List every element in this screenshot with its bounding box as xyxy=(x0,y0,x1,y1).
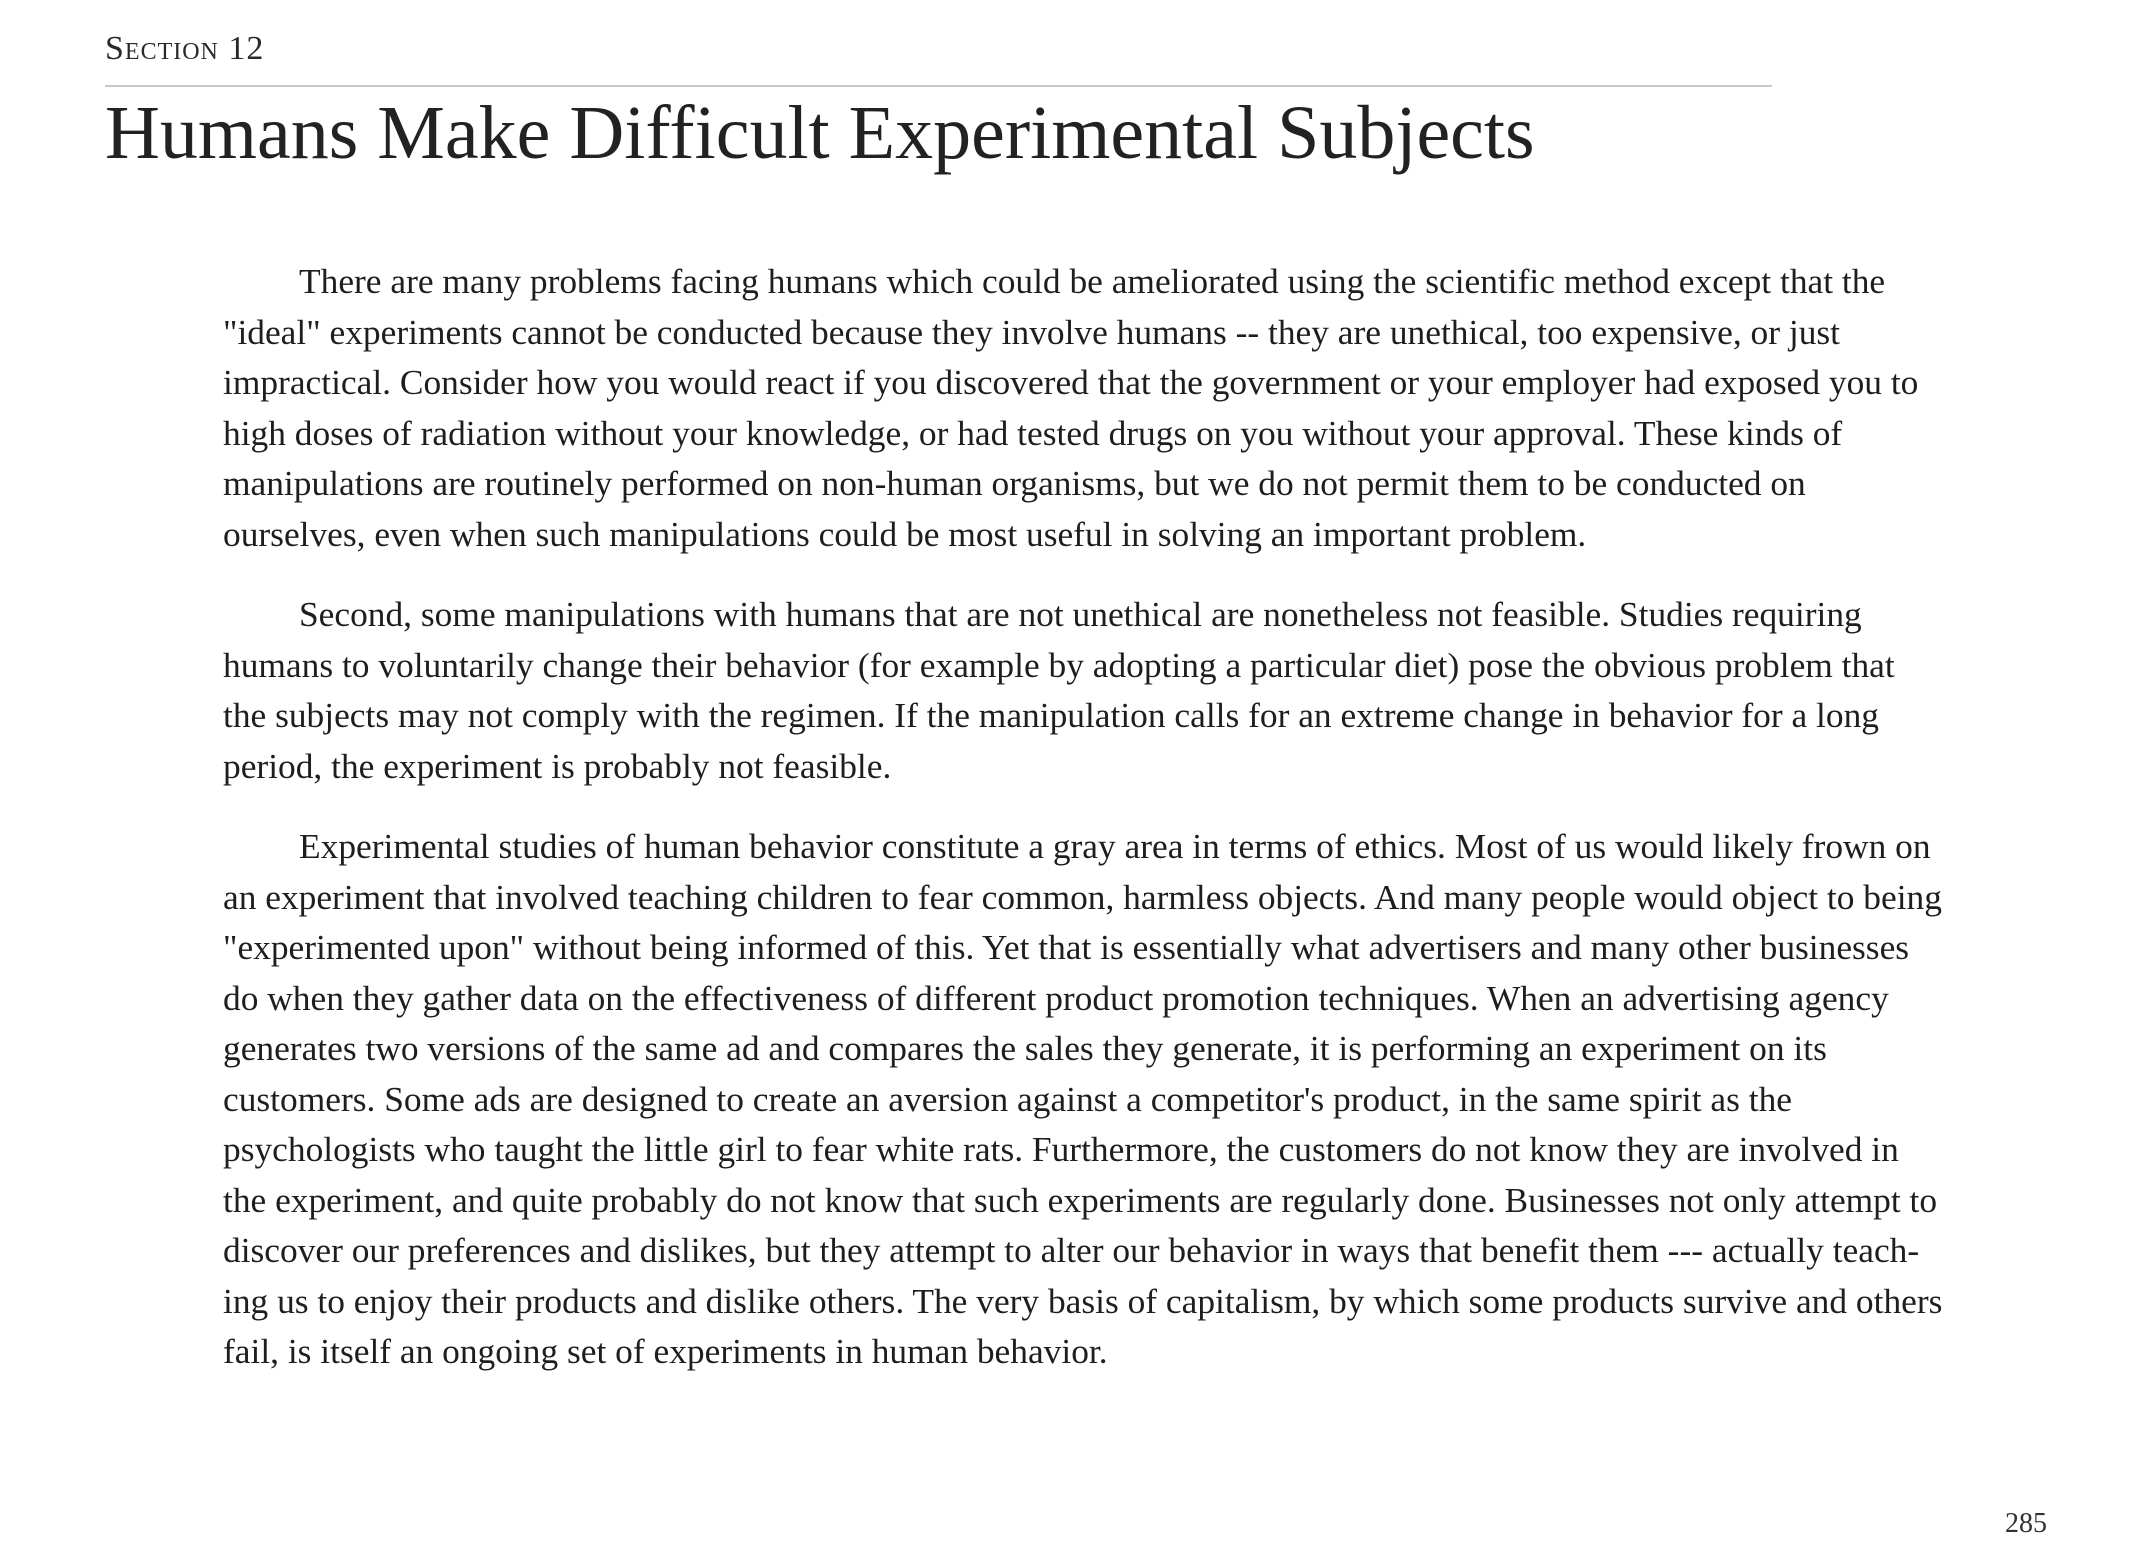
page-number: 285 xyxy=(2005,1508,2047,1539)
page-title: Humans Make Difficult Experimental Subjects xyxy=(105,91,1535,175)
body-text xyxy=(223,256,1943,1407)
section-label: Section 12 xyxy=(105,30,265,67)
paragraph-3: Experimental studies of human behavior constitute a gray area in terms of ethics. Most of us would likely frown on an experiment that involved teaching children to fear common, harmless objects. And many people would object to being "experimented upon" without being informed of this. Yet that is essentially what advertisers and many other businesses do when they gather data on the effectiveness of different product promotion techniques. When an advertising agency generates two versions of the same ad and compares the sales they generate, it is performing an experiment on its customers. Some ads are designed to create an aversion against a competitor's product, in the same spirit as the psychologists who taught the little girl to fear white rats. Furthermore, the customers do not know they are involved in the experiment, and quite probably do not know that such experiments are regularly done. Businesses not only attempt to discover our preferences and dislikes, but they attempt to alter our behavior in ways that benefit them --- actually teaching us to enjoy their products and dislike others. The very basis of capitalism, by which some products survive and others fail, is itself an ongoing set of experiments in human behavior. xyxy=(223,826,1943,1371)
paragraph-2: Second, some manipulations with humans that are not unethical are nonetheless not feasible. Studies requiring humans to voluntarily change their behavior (for example by adopting a particular diet) pose the obvious problem that the subjects may not comply with the regimen. If the manipulation calls for an extreme change in behavior for a long period, the experiment is probably not feasible. xyxy=(223,594,1895,786)
section-divider xyxy=(105,85,1772,87)
paragraph-1: There are many problems facing humans which could be ameliorated using the scientific method except that the "ideal" experiments cannot be conducted because they involve humans -- they are unethical, too expensive, or just impractical. Consider how you would react if you discovered that the government or your employer had exposed you to high doses of radiation without your knowledge, or had tested drugs on you without your approval. These kinds of manipulations are routinely performed on non-human organisms, but we do not permit them to be conducted on ourselves, even when such manipulations could be most useful in solving an important problem. xyxy=(223,261,1919,554)
